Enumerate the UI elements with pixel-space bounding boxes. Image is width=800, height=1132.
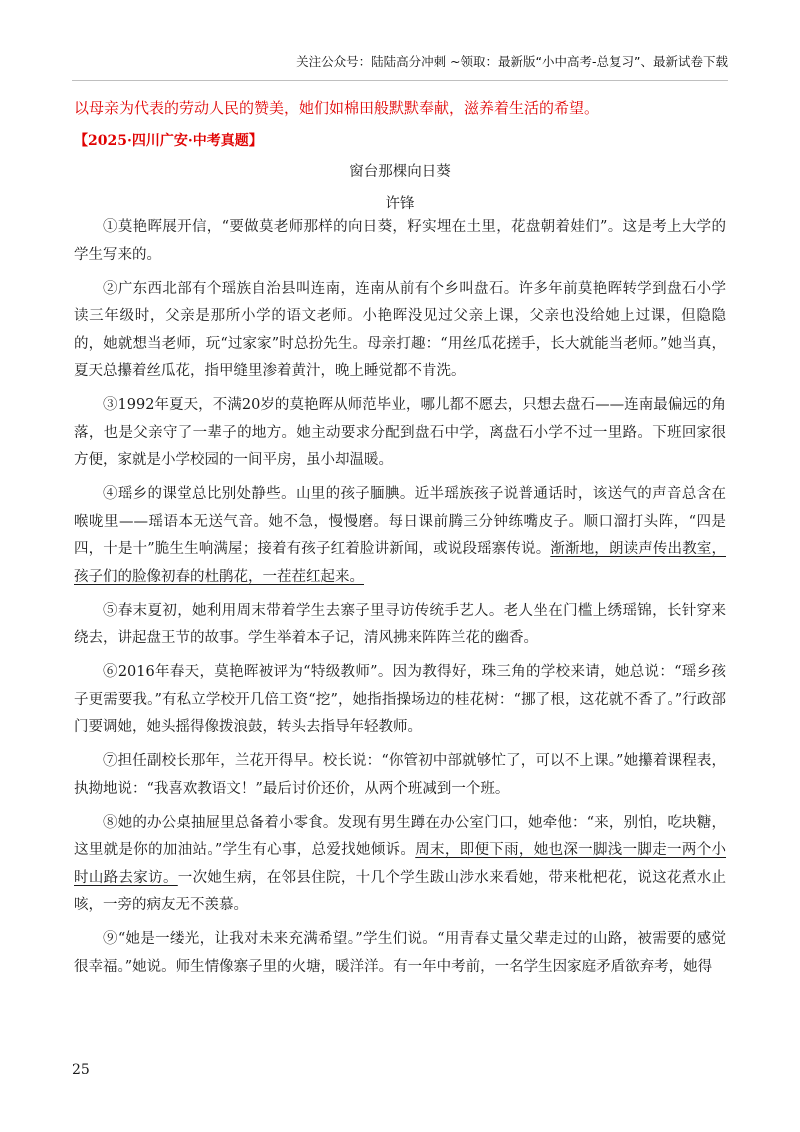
- paragraph-7: ⑦担任副校长那年，兰花开得早。校长说：“你管初中部就够忙了，可以不上课。”她攥着课程表，执拗地说：“我喜欢教语文！”最后讨价还价，从两个班减到一个班。: [74, 753, 726, 797]
- intro-summary: 以母亲为代表的劳动人民的赞美，她们如棉田般默默奉献，滋养着生活的希望。: [74, 99, 600, 117]
- underlined-sentence-8: 周末，即便下雨，她也深一脚浅一脚走一两个小时山路去家访。: [74, 842, 727, 886]
- paragraph-5: ⑤春末夏初，她利用周末带着学生去寨子里寻访传统手艺人。老人坐在门槛上绣瑶锦，长针穿来绕去，讲起盘王节的故事。学生举着本子记，清风拂来阵阵兰花的幽香。: [74, 602, 726, 646]
- paragraph-3: ③1992年夏天，不满20岁的莫艳晖从师范毕业，哪儿都不愿去，只想去盘石——连南最偏远的角落，也是父亲守了一辈子的地方。她主动要求分配到盘石中学，离盘石小学不过一里路。下班回家很方便，家就是小学校园的一间平房，虽小却温暖。: [74, 397, 726, 468]
- paragraph-4-text: ④瑶乡的课堂总比别处静些。山里的孩子腼腆。近半瑶族孩子说普通话时，该送气的声音总含在喉咙里——瑶语本无送气音。她不急，慢慢磨。每日课前腾三分钟练嘴皮子。顺口溜打头阵，“四是四，十是十”脆生生响满屋；接着有孩子红着脸讲新闻，或说段瑶寨传说。: [74, 486, 726, 557]
- page-header: 关注公众号：陆陆高分冲刺 ~领取：最新版“小中高考-总复习”、最新试卷下载: [296, 54, 728, 69]
- source-label: 【2025·四川广安·中考真题】: [74, 133, 263, 149]
- paragraph-6: ⑥2016年春天，莫艳晖被评为“特级教师”。因为教得好，珠三角的学校来请，她总说：“瑶乡孩子更需要我。”有私立学校开几倍工资“挖”，她指指操场边的桂花树：“挪了根，这花就不香了。”行政部门要调她，她头摇得像拨浪鼓，转头去指导年轻教师。: [74, 664, 726, 735]
- paragraph-2: ②广东西北部有个瑶族自治县叫连南，连南从前有个乡叫盘石。许多年前莫艳晖转学到盘石小学读三年级时，父亲是那所小学的语文老师。小艳晖没见过父亲上课，父亲也没给她上过课，但隐隐的，她就想当老师，玩“过家家”时总扮先生。母亲打趣：“用丝瓜花搓手，长大就能当老师。”她当真，夏天总攥着丝瓜花，指甲缝里渗着黄汁，晚上睡觉都不肯洗。: [74, 280, 726, 379]
- underlined-sentence-4: 渐渐地，朗读声传出教室，孩子们的脸像初春的杜鹃花，一茬茬红起来。: [74, 541, 726, 585]
- paragraph-8-tail: 一次她生病，在邻县住院，十几个学生跋山涉水来看她，带来枇杷花，说这花煮水止咳，一旁的病友无不羡慕。: [74, 869, 726, 913]
- article-body: [74, 214, 726, 988]
- paragraph-8-text: ⑧她的办公桌抽屉里总备着小零食。发现有男生蹲在办公室门口，她牵他：“来，别怕，吃块糖，这里就是你的加油站。”学生有心事，总爱找她倾诉。: [74, 814, 726, 858]
- paragraph-4: [74, 481, 726, 591]
- article-author: 许锋: [385, 196, 415, 212]
- paragraph-8: [74, 810, 726, 920]
- article-title: 窗台那棵向日葵: [349, 164, 451, 180]
- header-divider: [72, 80, 728, 81]
- paragraph-9: ⑨“她是一缕光，让我对未来充满希望。”学生们说。“用青春丈量父辈走过的山路，被需要的感觉很幸福。”她说。师生情像寨子里的火塘，暖洋洋。有一年中考前，一名学生因家庭矛盾欲弃考，她得: [74, 931, 726, 975]
- paragraph-1: ①莫艳晖展开信，“要做莫老师那样的向日葵，籽实埋在土里，花盘朝着娃们”。这是考上大学的学生写来的。: [74, 219, 726, 263]
- page-number: 25: [72, 1062, 90, 1078]
